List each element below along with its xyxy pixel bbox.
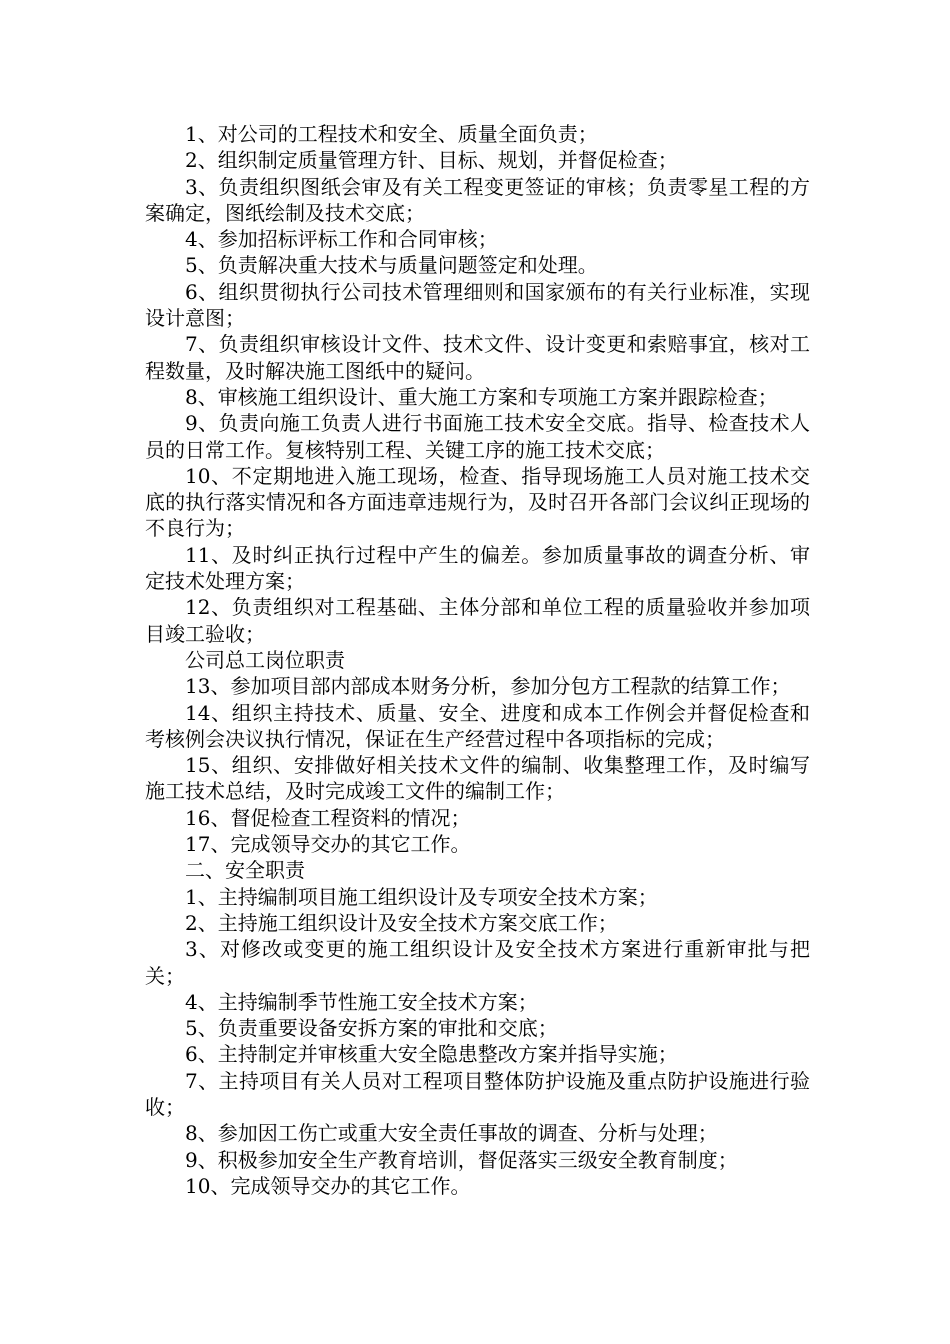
safety-item-9: 9、积极参加安全生产教育培训，督促落实三级安全教育制度； <box>185 1147 738 1172</box>
paragraph-10: 10、不定期地进入施工现场，检查、指导现场施工人员对施工技术交底的执行落实情况和各方面违章违规行为，及时召开各部门会议纠正现场的不良行为； <box>145 463 810 541</box>
safety-item-1: 1、主持编制项目施工组织设计及专项安全技术方案； <box>185 884 658 909</box>
paragraph-11: 11、及时纠正执行过程中产生的偏差。参加质量事故的调查分析、审定技术处理方案； <box>145 542 810 594</box>
safety-item-5: 5、负责重要设备安拆方案的审批和交底； <box>185 1016 558 1041</box>
paragraph-12: 12、负责组织对工程基础、主体分部和单位工程的质量验收并参加项目竣工验收； <box>145 595 810 646</box>
paragraph-2: 2、组织制定质量管理方针、目标、规划，并督促检查； <box>185 148 678 173</box>
paragraph-9: 9、负责向施工负责人进行书面施工技术安全交底。指导、检查技术人员的日常工作。复核特别工程、关键工序的施工技术交底； <box>145 411 810 462</box>
paragraph-3: 3、负责组织图纸会审及有关工程变更签证的审核；负责零星工程的方案确定，图纸绘制及技术交底； <box>145 174 810 225</box>
safety-item-7: 7、主持项目有关人员对工程项目整体防护设施及重点防护设施进行验收； <box>145 1068 810 1119</box>
document-body <box>145 121 810 1199</box>
paragraph-14: 14、组织主持技术、质量、安全、进度和成本工作例会并督促检查和考核例会决议执行情况，保证在生产经营过程中各项指标的完成； <box>145 700 810 751</box>
paragraph-13: 13、参加项目部内部成本财务分析，参加分包方工程款的结算工作； <box>185 674 791 699</box>
paragraph-16: 16、督促检查工程资料的情况； <box>185 805 471 830</box>
safety-item-3: 3、对修改或变更的施工组织设计及安全技术方案进行重新审批与把关； <box>145 937 810 988</box>
safety-item-8: 8、参加因工伤亡或重大安全责任事故的调查、分析与处理； <box>185 1121 718 1146</box>
paragraph-5: 5、负责解决重大技术与质量问题签定和处理。 <box>185 253 598 278</box>
safety-item-2: 2、主持施工组织设计及安全技术方案交底工作； <box>185 910 618 935</box>
paragraph-8: 8、审核施工组织设计、重大施工方案和专项施工方案并跟踪检查； <box>185 384 778 409</box>
paragraph-17: 17、完成领导交办的其它工作。 <box>185 832 471 857</box>
paragraph-6: 6、组织贯彻执行公司技术管理细则和国家颁布的有关行业标准，实现设计意图； <box>145 279 810 331</box>
safety-item-4: 4、主持编制季节性施工安全技术方案； <box>185 989 538 1014</box>
safety-item-6: 6、主持制定并审核重大安全隐患整改方案并指导实施； <box>185 1042 678 1067</box>
section-heading-chief-engineer: 公司总工岗位职责 <box>185 647 345 672</box>
paragraph-15: 15、组织、安排做好相关技术文件的编制、收集整理工作，及时编写施工技术总结，及时完成竣工文件的编制工作； <box>145 753 810 804</box>
section-heading-safety: 二、安全职责 <box>185 858 305 883</box>
safety-item-10: 10、完成领导交办的其它工作。 <box>185 1173 471 1198</box>
paragraph-1: 1、对公司的工程技术和安全、质量全面负责； <box>185 122 598 146</box>
paragraph-7: 7、负责组织审核设计文件、技术文件、设计变更和索赔事宜，核对工程数量，及时解决施工图纸中的疑问。 <box>145 332 810 383</box>
paragraph-4: 4、参加招标评标工作和合同审核； <box>185 227 498 252</box>
